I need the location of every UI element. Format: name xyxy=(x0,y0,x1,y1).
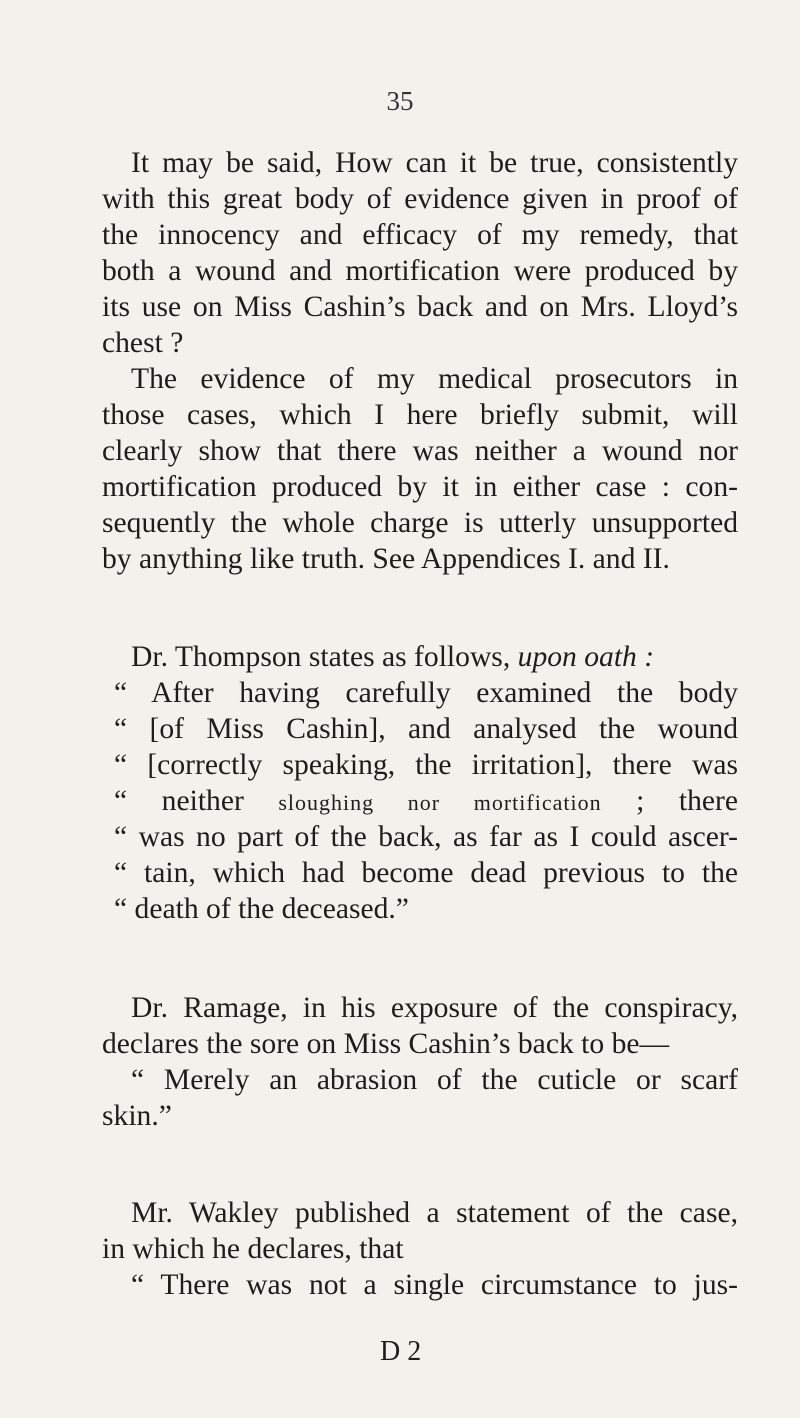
text-line: with this great body of evidence given in proof of xyxy=(102,183,738,215)
text-line: sequently the whole charge is utterly unsupported xyxy=(102,507,738,539)
quote-line: “ [correctly speaking, the irritation], there was xyxy=(114,749,738,781)
quote-line: “ [of Miss Cashin], and analysed the wound xyxy=(114,713,738,745)
quote-line: “ tain, which had become dead previous to the xyxy=(114,857,738,889)
text-line: clearly show that there was neither a wound nor xyxy=(102,435,738,467)
small-caps-text: sloughing nor mortification xyxy=(278,790,602,815)
quote-line xyxy=(114,783,738,821)
text-line: chest ? xyxy=(102,327,184,359)
text-line: its use on Miss Cashin’s back and on Mrs. Lloyd’s xyxy=(102,291,738,323)
text-line: skin.” xyxy=(102,1100,172,1132)
intro-text: Dr. Thompson states as follows, xyxy=(131,641,511,673)
quote-text: ; there xyxy=(636,785,738,817)
italic-emphasis: upon oath : xyxy=(517,641,655,673)
text-line: Mr. Wakley published a statement of the case, xyxy=(131,1197,738,1229)
text-line: the innocency and efficacy of my remedy, that xyxy=(102,219,738,251)
text-line: both a wound and mortification were produced by xyxy=(102,255,738,287)
text-line: mortification produced by it in either case : con- xyxy=(102,471,738,503)
quote-text: “ neither xyxy=(114,785,244,817)
quote-line: “ death of the deceased.” xyxy=(114,893,409,925)
text-line xyxy=(131,639,738,675)
text-line: The evidence of my medical prosecutors in xyxy=(131,363,738,395)
text-line: declares the sore on Miss Cashin’s back to be— xyxy=(102,1028,670,1060)
text-line: in which he declares, that xyxy=(102,1233,404,1265)
signature-mark: D 2 xyxy=(380,1336,422,1367)
page-number: 35 xyxy=(386,86,414,116)
text-line: Dr. Ramage, in his exposure of the conspiracy, xyxy=(131,992,738,1024)
text-line: those cases, which I here briefly submit, will xyxy=(102,399,738,431)
text-line: by anything like truth. See Appendices I. and II. xyxy=(102,543,670,575)
text-line: It may be said, How can it be true, consistently xyxy=(131,147,738,179)
text-line: “ Merely an abrasion of the cuticle or scarf xyxy=(131,1064,738,1096)
text-line: “ There was not a single circumstance to jus- xyxy=(131,1269,738,1301)
quote-line: “ After having carefully examined the body xyxy=(114,677,738,709)
quote-line: “ was no part of the back, as far as I could ascer- xyxy=(114,821,738,853)
